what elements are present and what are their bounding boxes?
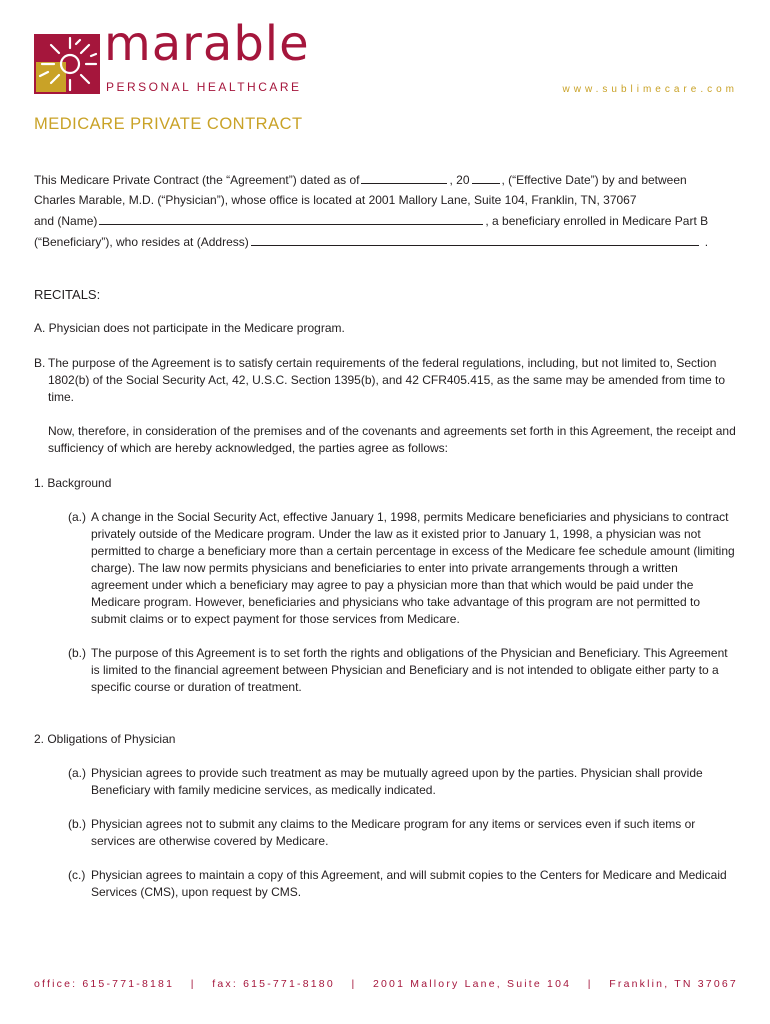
footer-separator: | [351, 978, 357, 990]
company-logo [34, 16, 310, 94]
intro-line-3 [34, 213, 708, 230]
intro-line-4 [34, 234, 708, 251]
section-2-heading: 2. Obligations of Physician [34, 732, 176, 746]
year-blank-field[interactable] [472, 172, 500, 184]
section-1b-label: (b.) [68, 646, 86, 660]
footer-separator: | [190, 978, 196, 990]
recitals-heading: RECITALS: [34, 287, 101, 302]
date-blank-field[interactable] [361, 172, 447, 184]
footer-separator: | [587, 978, 593, 990]
intro-text: . [704, 235, 709, 249]
section-2b-label: (b.) [68, 817, 86, 831]
section-2c: Physician agrees to maintain a copy of this Agreement, and will submit copies to the Centers for Medicare and Medicaid Services (CMS), upon request by CMS. [91, 868, 727, 899]
intro-text: , a beneficiary enrolled in Medicare Part B [485, 214, 709, 228]
section-2a-label: (a.) [68, 766, 86, 780]
section-1b: The purpose of this Agreement is to set forth the rights and obligations of the Physician and Beneficiary. This Agreement is limited to the financial agreement between Physician and Beneficiary and is not intended to obligate either party to a specific course or duration of treatment. [91, 646, 728, 694]
intro-line-2: Charles Marable, M.D. (“Physician”), whose office is located at 2001 Mallory Lane, Suite 104, Franklin, TN, 37067 [34, 193, 637, 207]
section-2b: Physician agrees not to submit any claims to the Medicare program for any items or services even if such items or services are otherwise covered by Medicare. [91, 817, 696, 848]
recital-a: A. Physician does not participate in the Medicare program. [34, 321, 345, 335]
intro-line-1 [34, 172, 687, 189]
recital-b: The purpose of the Agreement is to satisfy certain requirements of the federal regulations, including, but not limited to, Section 1802(b) of the Social Security Act, 42, U.S.C. Section 1395(b), and 42 CFR405.415, as the same may be amended from time to time. [48, 356, 726, 404]
section-2a: Physician agrees to provide such treatment as may be mutually agreed upon by the parties. Physician shall provide Beneficiary with family medicine services, as medically indicated. [91, 766, 703, 797]
section-1-heading: 1. Background [34, 476, 112, 490]
website-link[interactable]: www.sublimecare.com [562, 84, 738, 95]
document-title: MEDICARE PRIVATE CONTRACT [34, 115, 303, 133]
address-blank-field[interactable] [251, 234, 699, 246]
section-2c-label: (c.) [68, 868, 86, 882]
logo-tagline: PERSONAL HEALTHCARE [106, 80, 302, 94]
intro-text: , (“Effective Date”) by and between [501, 173, 687, 187]
intro-text: This Medicare Private Contract (the “Agreement”) dated as of [34, 173, 360, 187]
intro-text: , 20 [449, 173, 470, 187]
footer-contact-bar [34, 978, 738, 990]
name-blank-field[interactable] [99, 213, 483, 225]
recital-b-label: B. [34, 356, 46, 370]
recitals-now: Now, therefore, in consideration of the premises and of the covenants and agreements set forth in this Agreement, the receipt and sufficiency of which are hereby acknowledged, the parties agree as follows: [48, 424, 736, 455]
footer-address: 2001 Mallory Lane, Suite 104 [372, 978, 572, 990]
intro-text: and (Name) [34, 214, 98, 228]
sun-logo-icon [34, 34, 100, 94]
logo-wordmark: marable [104, 16, 310, 72]
section-1a-label: (a.) [68, 510, 86, 524]
intro-text: (“Beneficiary”), who resides at (Address) [34, 235, 249, 249]
footer-office-phone[interactable]: office: 615-771-8181 [34, 978, 175, 990]
footer-fax: fax: 615-771-8180 [212, 978, 335, 990]
section-1a: A change in the Social Security Act, effective January 1, 1998, permits Medicare beneficiaries and physicians to contract privately outside of the Medicare program. Under the law as it existed prior to January 1, 1998, a physician was not permitted to charge a beneficiary more than a certain percentage in excess of the Medicare fee schedule amount (limiting charge). The law now permits physicians and beneficiaries to enter into private arrangements through a written agreement under which a beneficiary may agree to pay a physician more than that which would be paid under the Medicare program. However, beneficiaries and physicians who take advantage of this program are not permitted to submit claims or to expect payment for those services from Medicare. [91, 510, 735, 626]
footer-city: Franklin, TN 37067 [609, 978, 738, 990]
